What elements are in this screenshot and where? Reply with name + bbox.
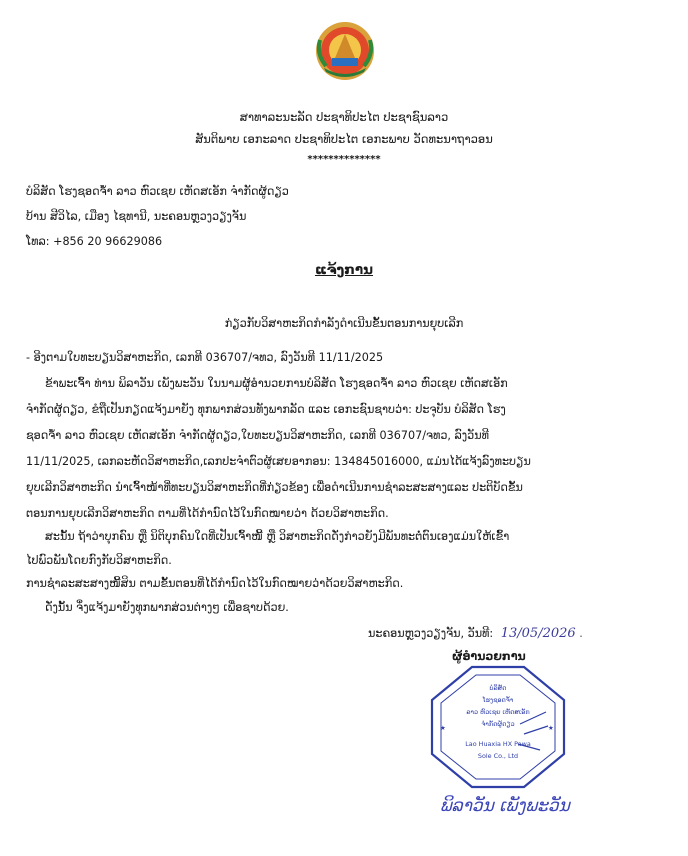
company-phone: ໂທລ: +856 20 96629086 xyxy=(26,235,163,248)
body-line: ຈຳກັດຜູ້ດຽວ, ຂໍຖືເປັນກຽດແຈ້ງມາຍັງ ທຸກພາກສ່ວນທັງພາກລັດ ແລະ ເອກະຊົນຊາບວ່າ: ປະຈຸບັນ ບໍລິສັດ ໂຮງ xyxy=(26,403,506,416)
body-line: ຂ້າພະເຈົ້າ ທ່ານ ພິລາວັນ ເພັງພະວັນ ໃນນາມຜູ້ອຳນວຍການບໍລິສັດ ໂຮງຊອດຈ້ຳ ລາວ ຫົວເຊຍ ເຫັດສເອັກ xyxy=(45,377,508,390)
registration-reference: - ອີງຕາມໃບທະບຽນວິສາຫະກິດ, ເລກທີ 036707/ຈທວ, ລົງວັນທີ 11/11/2025 xyxy=(26,351,384,364)
national-motto: ສັນຕິພາບ ເອກະລາດ ປະຊາທິປະໄຕ ເອກະພາບ ວັດທະນາຖາວອນ xyxy=(195,132,493,146)
company-name: ບໍລິສັດ ໂຮງຊອດຈ້ຳ ລາວ ຫົວເຊຍ ເຫັດສເອັກ ຈຳກັດຜູ້ດຽວ xyxy=(26,185,289,198)
lao-national-emblem-icon xyxy=(314,20,376,82)
body-line: ສະນັ້ນ ຖ້າວ່າບຸກຄົນ ຫຼື ນິຕິບຸກຄົນໃດທີ່ເປັນເຈົ້າໜີ້ ຫຼື ວິສາຫະກິດດັ່ງກ່າວຍັງມີພັນທະຕໍ່ຕົນເອງແມ່ນໃຫ້ເຂົ້າ xyxy=(45,530,510,543)
notice-subject: ກ່ຽວກັບວິສາຫະກິດກຳລັງດຳເນີນຂັ້ນຕອນການຍຸບເລີກ xyxy=(224,317,464,330)
signature-name: ພິລາວັນ ເພັງພະວັນ xyxy=(440,796,570,816)
body-line: ຊອດຈ້ຳ ລາວ ຫົວເຊຍ ເຫັດສເອັກ ຈຳກັດຜູ້ດຽວ,ໃບທະບຽນວິສາຫະກິດ, ເລກທີ 036707/ຈທວ, ລົງວັນທີ xyxy=(26,429,489,442)
stamp-latin-2: Sole Co., Ltd xyxy=(477,752,519,760)
header-stars: ************** xyxy=(307,154,381,165)
body-line: ດັ່ງນັ້ນ ຈຶ່ງແຈ້ງມາຍັງທຸກພາກສ່ວນຕ່າງໆ ເພື່ອຊາບດ້ວຍ. xyxy=(45,601,289,614)
svg-text:★: ★ xyxy=(548,724,554,732)
stamp-line-3: ລາວ ຫົວເຊຍ ເຫັດສເອັກ xyxy=(466,708,530,716)
stamp-line-4: ຈຳກັດຜູ້ດຽວ xyxy=(481,720,515,728)
stamp-line-1: ບໍລິສັດ xyxy=(489,684,507,692)
stamp-line-2: ໂຮງຊອດຈ້ຳ xyxy=(482,696,514,704)
body-line: ການຊຳລະສະສາງໜີ້ສິນ ຕາມຂັ້ນຕອນທີ່ໄດ້ກຳນົດໄວ້ໃນກົດໝາຍວ່າດ້ວຍວິສາຫະກິດ. xyxy=(26,577,404,590)
body-line: ໄປພົວພັນໂດຍກົງກັບວິສາຫະກິດ. xyxy=(26,554,172,567)
stamp-latin-1: Lao Huaxia HX Pawa xyxy=(465,740,531,748)
body-line: 11/11/2025, ເລກລະຫັດວິສາຫະກິດ,ເລກປະຈຳຕົວຜູ້ເສຍອາກອນ: 134845016000, ແມ່ນໄດ້ແຈ້ງລົງທະບຽນ xyxy=(26,455,531,468)
place-date-prefix: ນະຄອນຫຼວງວຽງຈັນ, ວັນທີ: xyxy=(368,627,494,640)
svg-text:★: ★ xyxy=(440,724,446,732)
notice-title: ແຈ້ງການ xyxy=(314,262,374,278)
body-line: ຍຸບເລີກວິສາຫະກິດ ນຳເຈົ້າໜ້າທີ່ທະບຽນວິສາຫະກິດທີ່ກ່ຽວຂ້ອງ ເພື່ອດຳເນີນການຊຳລະສະສາງແລະ ປະຕິບັດຂັ້ນ xyxy=(26,481,523,494)
place-date xyxy=(368,626,583,641)
company-seal xyxy=(428,664,568,790)
date-dots: . xyxy=(579,627,583,640)
handwritten-date: 13/05/2026 xyxy=(500,626,576,641)
signatory-title: ຜູ້ອຳນວຍການ xyxy=(452,650,526,663)
country-line: ສາທາລະນະລັດ ປະຊາທິປະໄຕ ປະຊາຊົນລາວ xyxy=(239,110,449,124)
body-line: ຕອນການຍຸບເລີກວິສາຫະກິດ ຕາມທີ່ໄດ້ກຳນົດໄວ້ໃນກົດໝາຍວ່າ ດ້ວຍວິສາຫະກິດ. xyxy=(26,507,389,520)
company-address: ບ້ານ ສີວິໄລ, ເມືອງ ໄຊທານີ, ນະຄອນຫຼວງວຽງຈັນ xyxy=(26,210,247,223)
